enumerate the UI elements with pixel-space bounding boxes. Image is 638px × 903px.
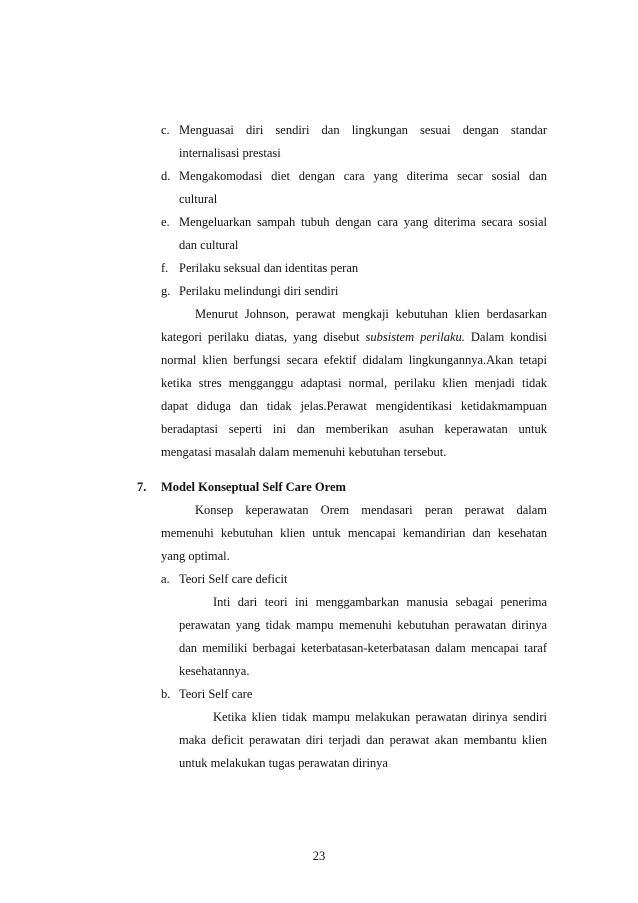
johnson-paragraph-line-4: ketika stres mengganggu adaptasi normal, perilaku klien menjadi tidak (161, 376, 547, 390)
list-item-d-line-2: cultural (179, 192, 218, 206)
johnson-paragraph-line-1: Menurut Johnson, perawat mengkaji kebutuhan klien berdasarkan (195, 307, 547, 321)
sub-a-line-2: perawatan yang tidak mampu memenuhi kebutuhan perawatan dirinya (179, 618, 547, 632)
sub-a-line-1: Inti dari teori ini menggambarkan manusia sebagai penerima (213, 595, 547, 609)
page-number: 23 (312, 849, 326, 863)
list-label-g: g. (161, 284, 171, 298)
list-label-d: d. (161, 169, 171, 183)
johnson-paragraph-line-7: mengatasi masalah dalam memenuhi kebutuhan tersebut. (161, 445, 447, 459)
list-item-g-line-1: Perilaku melindungi diri sendiri (179, 284, 339, 298)
johnson-line-2-tail: Dalam kondisi (464, 330, 547, 344)
section-title: Model Konseptual Self Care Orem (161, 480, 346, 494)
johnson-paragraph-line-2 (161, 329, 547, 345)
list-item-e-line-2: dan cultural (179, 238, 239, 252)
subsistem-perilaku-term: subsistem perilaku. (365, 330, 465, 344)
orem-paragraph-line-1: Konsep keperawatan Orem mendasari peran perawat dalam (195, 503, 547, 517)
list-label-f: f. (161, 261, 169, 275)
orem-paragraph-line-3: yang optimal. (161, 549, 230, 563)
sub-a-line-4: kesehatannya. (179, 664, 250, 678)
sub-label-a: a. (161, 572, 170, 586)
sub-b-line-1: Ketika klien tidak mampu melakukan perawatan dirinya sendiri (213, 710, 547, 724)
johnson-paragraph-line-5: dapat diduga dan tidak jelas.Perawat mengidentikasi ketidakmampuan (161, 399, 547, 413)
sub-label-b: b. (161, 687, 171, 701)
list-item-d-line-1: Mengakomodasi diet dengan cara yang diterima secar sosial dan (179, 169, 547, 183)
section-number: 7. (137, 480, 147, 494)
johnson-paragraph-line-6: beradaptasi seperti ini dan memberikan asuhan keperawatan untuk (161, 422, 547, 436)
johnson-line-2-text: kategori perilaku diatas, yang disebut (161, 330, 366, 344)
list-item-c-line-1: Menguasai diri sendiri dan lingkungan sesuai dengan standar (179, 123, 547, 137)
list-item-e-line-1: Mengeluarkan sampah tubuh dengan cara yang diterima secara sosial (179, 215, 547, 229)
sub-a-line-3: dan memiliki berbagai keterbatasan-keterbatasan dalam mencapai taraf (179, 641, 547, 655)
list-item-f-line-1: Perilaku seksual dan identitas peran (179, 261, 359, 275)
orem-paragraph-line-2: memenuhi kebutuhan klien untuk mencapai kemandirian dan kesehatan (161, 526, 547, 540)
list-label-c: c. (161, 123, 170, 137)
list-item-c-line-2: internalisasi prestasi (179, 146, 281, 160)
sub-a-title: Teori Self care deficit (179, 572, 288, 586)
johnson-paragraph-line-3: normal klien berfungsi secara efektif didalam lingkungannya.Akan tetapi (161, 353, 547, 367)
sub-b-title: Teori Self care (179, 687, 253, 701)
sub-b-line-3: untuk melakukan tugas perawatan dirinya (179, 756, 388, 770)
list-label-e: e. (161, 215, 170, 229)
sub-b-line-2: maka deficit perawatan diri terjadi dan perawat akan membantu klien (179, 733, 547, 747)
